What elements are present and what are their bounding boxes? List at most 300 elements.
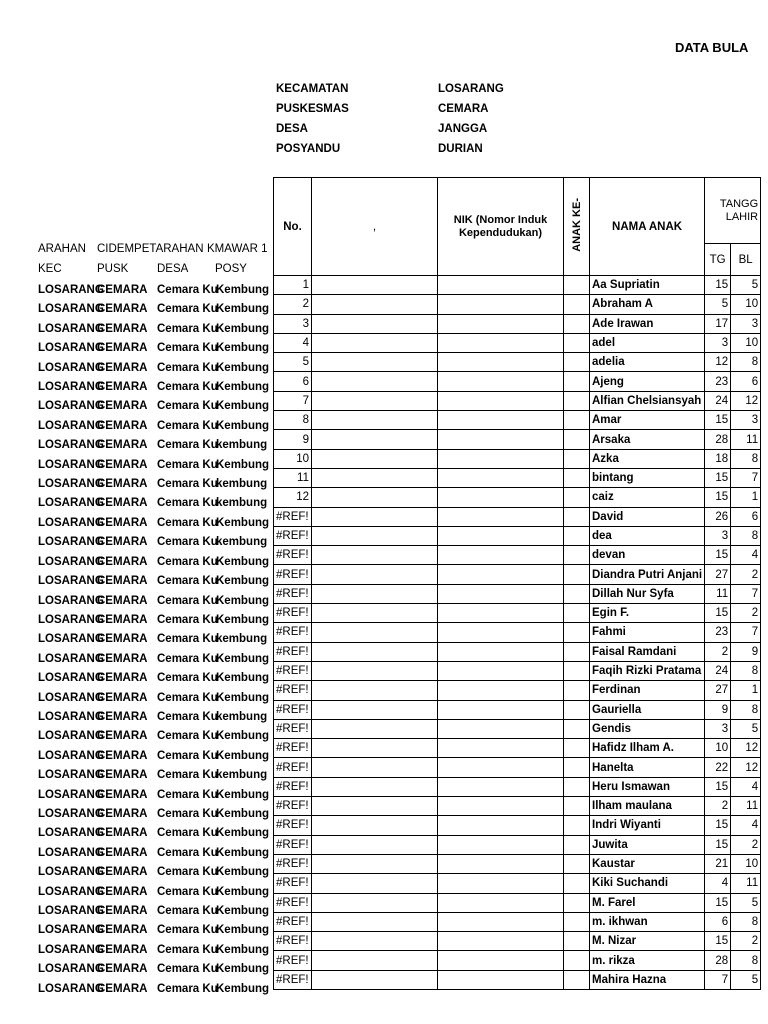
table-row bbox=[274, 874, 761, 893]
cell-nik bbox=[438, 777, 564, 796]
left-cell-desa: Cemara Ku bbox=[157, 924, 218, 937]
cell-no: 2 bbox=[274, 295, 312, 314]
cell-nama: adelia bbox=[590, 353, 705, 372]
left-cell-pusk: CEMARA bbox=[97, 769, 148, 782]
left-cell-desa: Cemara Ku bbox=[157, 827, 218, 840]
cell-blank bbox=[312, 797, 438, 816]
cell-no: #REF! bbox=[274, 700, 312, 719]
cell-nama: Dillah Nur Syfa bbox=[590, 584, 705, 603]
table-row bbox=[274, 276, 761, 295]
table-row bbox=[274, 468, 761, 487]
left-cell-posy: kembung bbox=[216, 497, 268, 510]
cell-anak-ke bbox=[564, 449, 590, 468]
cell-no: 1 bbox=[274, 276, 312, 295]
cell-blank bbox=[312, 391, 438, 410]
cell-nama: Ade Irawan bbox=[590, 314, 705, 333]
left-cell-kec: LOSARANG bbox=[38, 284, 104, 296]
left-cell-desa: Cemara Ku bbox=[157, 342, 218, 355]
table-row bbox=[274, 797, 761, 816]
cell-nama: David bbox=[590, 507, 705, 526]
left-cell-posy: Kembung bbox=[216, 672, 270, 685]
cell-blank bbox=[312, 546, 438, 565]
cell-blank bbox=[312, 758, 438, 777]
cell-bl: 10 bbox=[731, 333, 761, 352]
left-cell-kec: LOSARANG bbox=[38, 361, 104, 374]
table-row bbox=[274, 430, 761, 449]
left-cell-desa: Cemara Ku bbox=[157, 749, 218, 762]
cell-tg: 15 bbox=[705, 468, 731, 487]
cell-anak-ke bbox=[564, 333, 590, 352]
cell-blank bbox=[312, 854, 438, 873]
cell-anak-ke bbox=[564, 488, 590, 507]
cell-no: #REF! bbox=[274, 507, 312, 526]
left-cell-desa: Cemara Ku bbox=[157, 943, 218, 956]
left-cell-posy: Kembung bbox=[216, 303, 270, 316]
left-cell-posy: kembung bbox=[216, 633, 268, 646]
cell-bl: 1 bbox=[731, 488, 761, 507]
cell-bl: 12 bbox=[731, 739, 761, 758]
cell-tg: 15 bbox=[705, 488, 731, 507]
cell-anak-ke bbox=[564, 893, 590, 912]
cell-nik bbox=[438, 411, 564, 430]
cell-no: #REF! bbox=[274, 739, 312, 758]
left-cell-posy: kembung bbox=[216, 710, 268, 723]
cell-nik bbox=[438, 276, 564, 295]
cell-nik bbox=[438, 681, 564, 700]
cell-nama: Kaustar bbox=[590, 854, 705, 873]
left-cell-desa: Cemara Ku bbox=[157, 381, 218, 394]
cell-nama: M. Nizar bbox=[590, 932, 705, 951]
left-cell-kec: LOSARANG bbox=[38, 381, 104, 394]
cell-nama: Gauriella bbox=[590, 700, 705, 719]
left-cell-desa: Cemara Ku bbox=[157, 846, 218, 859]
cell-tg: 11 bbox=[705, 584, 731, 603]
cell-tg: 9 bbox=[705, 700, 731, 719]
cell-nik bbox=[438, 546, 564, 565]
cell-blank bbox=[312, 719, 438, 738]
left-header-desa: DESA bbox=[157, 263, 189, 275]
left-cell-desa: Cemara Ku bbox=[157, 322, 218, 335]
left-cell-desa: Cemara Ku bbox=[157, 633, 218, 646]
cell-blank bbox=[312, 835, 438, 854]
cell-no: #REF! bbox=[274, 797, 312, 816]
cell-anak-ke bbox=[564, 276, 590, 295]
cell-no: #REF! bbox=[274, 719, 312, 738]
left-cell-kec: LOSARANG bbox=[38, 536, 104, 549]
cell-blank bbox=[312, 912, 438, 931]
cell-no: 11 bbox=[274, 468, 312, 487]
cell-nik bbox=[438, 314, 564, 333]
left-cell-kec: LOSARANG bbox=[38, 905, 104, 917]
header-tanggal-lahir: TANGG LAHIR bbox=[705, 178, 761, 244]
left-cell-desa: Cemara Ku bbox=[157, 769, 218, 782]
cell-blank bbox=[312, 488, 438, 507]
left-cell-posy: kembung bbox=[216, 536, 268, 549]
cell-tg: 2 bbox=[705, 797, 731, 816]
left-cell-desa: Cemara Ku bbox=[157, 555, 218, 568]
cell-nama: Heru Ismawan bbox=[590, 777, 705, 796]
cell-nama: M. Farel bbox=[590, 893, 705, 912]
left-cell-desa: Cemara Ku bbox=[157, 866, 218, 879]
cell-nama: Arsaka bbox=[590, 430, 705, 449]
cell-bl: 2 bbox=[731, 565, 761, 584]
table-row bbox=[274, 912, 761, 931]
cell-anak-ke bbox=[564, 430, 590, 449]
left-cell-desa: Cemara Ku bbox=[157, 672, 218, 685]
label-kecamatan: KECAMATAN bbox=[276, 83, 349, 95]
cell-bl: 2 bbox=[731, 932, 761, 951]
cell-bl: 8 bbox=[731, 700, 761, 719]
cell-no: #REF! bbox=[274, 584, 312, 603]
left-cell-kec: LOSARANG bbox=[38, 846, 104, 859]
cell-blank bbox=[312, 970, 438, 989]
left-cell-desa: Cemara Ku bbox=[157, 963, 218, 976]
cell-tg: 15 bbox=[705, 835, 731, 854]
cell-tg: 15 bbox=[705, 604, 731, 623]
cell-nik bbox=[438, 797, 564, 816]
left-cell-posy: Kembung bbox=[216, 924, 270, 937]
left-cell-kec: LOSARANG bbox=[38, 439, 104, 452]
cell-anak-ke bbox=[564, 700, 590, 719]
table-row bbox=[274, 565, 761, 584]
cell-anak-ke bbox=[564, 353, 590, 372]
header-comma: , bbox=[312, 178, 438, 276]
cell-tg: 22 bbox=[705, 758, 731, 777]
left-cell-posy: Kembung bbox=[216, 827, 270, 840]
cell-tg: 21 bbox=[705, 854, 731, 873]
cell-bl: 7 bbox=[731, 623, 761, 642]
cell-nik bbox=[438, 893, 564, 912]
cell-anak-ke bbox=[564, 835, 590, 854]
left-cell-desa: Cemara Ku bbox=[157, 982, 218, 995]
cell-tg: 15 bbox=[705, 411, 731, 430]
left-cell-posy: Kembung bbox=[216, 691, 270, 704]
cell-nik bbox=[438, 353, 564, 372]
cell-bl: 3 bbox=[731, 314, 761, 333]
left-header-arahan: ARAHAN bbox=[38, 243, 86, 255]
cell-tg: 10 bbox=[705, 739, 731, 758]
left-cell-desa: Cemara Ku bbox=[157, 710, 218, 723]
left-cell-desa: Cemara Ku bbox=[157, 885, 218, 898]
cell-tg: 4 bbox=[705, 874, 731, 893]
cell-bl: 11 bbox=[731, 874, 761, 893]
left-cell-pusk: CEMARA bbox=[97, 924, 148, 937]
table-row bbox=[274, 295, 761, 314]
left-cell-posy: Kembung bbox=[216, 807, 270, 820]
cell-no: #REF! bbox=[274, 623, 312, 642]
cell-bl: 8 bbox=[731, 526, 761, 545]
left-cell-desa: Cemara Ku bbox=[157, 400, 218, 413]
table-row bbox=[274, 681, 761, 700]
left-cell-desa: Cemara Ku bbox=[157, 652, 218, 665]
left-cell-posy: Kembung bbox=[216, 963, 270, 976]
info-values bbox=[438, 79, 504, 159]
cell-nama: Fahmi bbox=[590, 623, 705, 642]
cell-blank bbox=[312, 623, 438, 642]
left-cell-kec: LOSARANG bbox=[38, 866, 104, 879]
cell-no: 9 bbox=[274, 430, 312, 449]
cell-bl: 11 bbox=[731, 430, 761, 449]
cell-tg: 28 bbox=[705, 430, 731, 449]
left-cell-kec: LOSARANG bbox=[38, 613, 104, 626]
left-cell-desa: Cemara Ku bbox=[157, 439, 218, 452]
left-cell-posy: Kembung bbox=[216, 613, 270, 626]
left-cell-posy: Kembung bbox=[216, 400, 270, 413]
table-row bbox=[274, 411, 761, 430]
left-cell-desa: Cemara Ku bbox=[157, 613, 218, 626]
cell-bl: 8 bbox=[731, 449, 761, 468]
left-cell-posy: Kembung bbox=[216, 516, 270, 529]
left-cell-pusk: CEMARA bbox=[97, 943, 148, 956]
left-cell-posy: Kembung bbox=[216, 846, 270, 859]
cell-anak-ke bbox=[564, 816, 590, 835]
cell-no: 3 bbox=[274, 314, 312, 333]
left-cell-pusk: CEMARA bbox=[97, 284, 148, 296]
left-cell-posy: Kembung bbox=[216, 284, 270, 296]
cell-bl: 8 bbox=[731, 353, 761, 372]
left-cell-pusk: CEMARA bbox=[97, 807, 148, 820]
left-cell-posy: Kembung bbox=[216, 458, 270, 471]
cell-no: #REF! bbox=[274, 681, 312, 700]
cell-no: #REF! bbox=[274, 951, 312, 970]
cell-blank bbox=[312, 700, 438, 719]
left-cell-desa: Cemara Ku bbox=[157, 575, 218, 588]
cell-anak-ke bbox=[564, 874, 590, 893]
table-row bbox=[274, 854, 761, 873]
cell-bl: 10 bbox=[731, 854, 761, 873]
cell-anak-ke bbox=[564, 951, 590, 970]
left-cell-pusk: CEMARA bbox=[97, 303, 148, 316]
left-cell-pusk: CEMARA bbox=[97, 652, 148, 665]
cell-no: 6 bbox=[274, 372, 312, 391]
left-cell-pusk: CEMARA bbox=[97, 361, 148, 374]
left-cell-posy: Kembung bbox=[216, 594, 270, 607]
cell-nik bbox=[438, 874, 564, 893]
table-row bbox=[274, 719, 761, 738]
cell-blank bbox=[312, 893, 438, 912]
cell-nik bbox=[438, 333, 564, 352]
left-cell-kec: LOSARANG bbox=[38, 633, 104, 646]
cell-nama: Azka bbox=[590, 449, 705, 468]
cell-tg: 27 bbox=[705, 681, 731, 700]
cell-blank bbox=[312, 411, 438, 430]
left-cell-posy: kembung bbox=[216, 769, 268, 782]
left-cell-posy: Kembung bbox=[216, 575, 270, 588]
cell-bl: 2 bbox=[731, 835, 761, 854]
cell-anak-ke bbox=[564, 565, 590, 584]
cell-bl: 4 bbox=[731, 816, 761, 835]
table-row bbox=[274, 642, 761, 661]
left-cell-kec: LOSARANG bbox=[38, 885, 104, 898]
left-cell-pusk: CEMARA bbox=[97, 516, 148, 529]
cell-blank bbox=[312, 507, 438, 526]
cell-anak-ke bbox=[564, 758, 590, 777]
cell-bl: 12 bbox=[731, 391, 761, 410]
left-cell-kec: LOSARANG bbox=[38, 827, 104, 840]
left-cell-posy: Kembung bbox=[216, 652, 270, 665]
cell-no: 5 bbox=[274, 353, 312, 372]
cell-blank bbox=[312, 816, 438, 835]
left-cell-kec: LOSARANG bbox=[38, 749, 104, 762]
left-cell-kec: LOSARANG bbox=[38, 342, 104, 355]
cell-blank bbox=[312, 777, 438, 796]
left-cell-kec: LOSARANG bbox=[38, 943, 104, 956]
cell-nama: Diandra Putri Anjani bbox=[590, 565, 705, 584]
left-cell-desa: Cemara Ku bbox=[157, 536, 218, 549]
left-cell-kec: LOSARANG bbox=[38, 924, 104, 937]
cell-nama: caiz bbox=[590, 488, 705, 507]
cell-bl: 6 bbox=[731, 372, 761, 391]
left-cell-desa: Cemara Ku bbox=[157, 807, 218, 820]
cell-tg: 15 bbox=[705, 777, 731, 796]
cell-blank bbox=[312, 661, 438, 680]
cell-tg: 23 bbox=[705, 623, 731, 642]
left-cell-posy: Kembung bbox=[216, 322, 270, 335]
table-row bbox=[274, 372, 761, 391]
cell-nik bbox=[438, 758, 564, 777]
cell-blank bbox=[312, 951, 438, 970]
cell-anak-ke bbox=[564, 604, 590, 623]
cell-anak-ke bbox=[564, 932, 590, 951]
header-nama-anak: NAMA ANAK bbox=[590, 178, 705, 276]
cell-no: 12 bbox=[274, 488, 312, 507]
left-cell-pusk: CEMARA bbox=[97, 710, 148, 723]
table-row bbox=[274, 584, 761, 603]
cell-nama: Amar bbox=[590, 411, 705, 430]
cell-nik bbox=[438, 391, 564, 410]
left-cell-posy: Kembung bbox=[216, 749, 270, 762]
left-cell-desa: Cemara Ku bbox=[157, 419, 218, 432]
left-cell-kec: LOSARANG bbox=[38, 458, 104, 471]
table-row bbox=[274, 333, 761, 352]
cell-no: #REF! bbox=[274, 970, 312, 989]
cell-blank bbox=[312, 604, 438, 623]
cell-nama: Faqih Rizki Pratama bbox=[590, 661, 705, 680]
cell-nama: Gendis bbox=[590, 719, 705, 738]
cell-tg: 23 bbox=[705, 372, 731, 391]
cell-blank bbox=[312, 565, 438, 584]
cell-nik bbox=[438, 912, 564, 931]
table-row bbox=[274, 507, 761, 526]
left-cell-pusk: CEMARA bbox=[97, 322, 148, 335]
table-row bbox=[274, 526, 761, 545]
cell-tg: 7 bbox=[705, 970, 731, 989]
cell-nama: Egin F. bbox=[590, 604, 705, 623]
cell-bl: 11 bbox=[731, 797, 761, 816]
table-row bbox=[274, 835, 761, 854]
cell-nik bbox=[438, 661, 564, 680]
left-cell-pusk: CEMARA bbox=[97, 478, 148, 491]
left-cell-pusk: CEMARA bbox=[97, 885, 148, 898]
cell-no: #REF! bbox=[274, 526, 312, 545]
cell-nik bbox=[438, 584, 564, 603]
cell-nik bbox=[438, 970, 564, 989]
cell-bl: 7 bbox=[731, 468, 761, 487]
left-cell-posy: Kembung bbox=[216, 555, 270, 568]
left-cell-kec: LOSARANG bbox=[38, 303, 104, 316]
header-anak-ke bbox=[564, 178, 590, 276]
cell-bl: 4 bbox=[731, 777, 761, 796]
left-cell-pusk: CEMARA bbox=[97, 536, 148, 549]
table-row bbox=[274, 739, 761, 758]
left-cell-kec: LOSARANG bbox=[38, 691, 104, 704]
cell-nama: adel bbox=[590, 333, 705, 352]
table-row bbox=[274, 700, 761, 719]
cell-tg: 15 bbox=[705, 893, 731, 912]
left-cell-kec: LOSARANG bbox=[38, 555, 104, 568]
cell-tg: 15 bbox=[705, 276, 731, 295]
cell-anak-ke bbox=[564, 391, 590, 410]
cell-anak-ke bbox=[564, 797, 590, 816]
cell-anak-ke bbox=[564, 623, 590, 642]
table-row bbox=[274, 932, 761, 951]
left-cell-kec: LOSARANG bbox=[38, 322, 104, 335]
cell-nama: Ilham maulana bbox=[590, 797, 705, 816]
left-cell-posy: kembung bbox=[216, 478, 268, 491]
left-cell-pusk: CEMARA bbox=[97, 691, 148, 704]
left-cell-desa: Cemara Ku bbox=[157, 361, 218, 374]
left-cell-desa: Cemara Ku bbox=[157, 458, 218, 471]
cell-anak-ke bbox=[564, 314, 590, 333]
cell-nama: Ajeng bbox=[590, 372, 705, 391]
cell-blank bbox=[312, 468, 438, 487]
left-cell-posy: Kembung bbox=[216, 788, 270, 801]
left-cell-pusk: CEMARA bbox=[97, 866, 148, 879]
cell-no: #REF! bbox=[274, 816, 312, 835]
left-cell-pusk: CEMARA bbox=[97, 633, 148, 646]
cell-tg: 27 bbox=[705, 565, 731, 584]
table-row bbox=[274, 314, 761, 333]
left-cell-kec: LOSARANG bbox=[38, 982, 104, 995]
cell-nama: Alfian Chelsiansyah bbox=[590, 391, 705, 410]
cell-no: 8 bbox=[274, 411, 312, 430]
left-cell-kec: LOSARANG bbox=[38, 807, 104, 820]
cell-nama: Hafidz Ilham A. bbox=[590, 739, 705, 758]
cell-tg: 15 bbox=[705, 932, 731, 951]
cell-anak-ke bbox=[564, 719, 590, 738]
cell-nama: Mahira Hazna bbox=[590, 970, 705, 989]
left-cell-desa: Cemara Ku bbox=[157, 730, 218, 743]
cell-blank bbox=[312, 372, 438, 391]
cell-nik bbox=[438, 932, 564, 951]
cell-nik bbox=[438, 951, 564, 970]
left-cell-kec: LOSARANG bbox=[38, 575, 104, 588]
cell-bl: 8 bbox=[731, 951, 761, 970]
cell-bl: 8 bbox=[731, 912, 761, 931]
table-row bbox=[274, 391, 761, 410]
cell-nama: Juwita bbox=[590, 835, 705, 854]
left-cell-posy: Kembung bbox=[216, 885, 270, 898]
left-cell-posy: Kembung bbox=[216, 419, 270, 432]
cell-nama: Kiki Suchandi bbox=[590, 874, 705, 893]
cell-nik bbox=[438, 835, 564, 854]
left-cell-desa: Cemara Ku bbox=[157, 516, 218, 529]
table-row bbox=[274, 353, 761, 372]
label-desa: DESA bbox=[276, 123, 308, 135]
cell-nik bbox=[438, 488, 564, 507]
cell-no: 4 bbox=[274, 333, 312, 352]
header-nik: NIK (Nomor Induk Kependudukan) bbox=[438, 178, 564, 276]
cell-no: #REF! bbox=[274, 854, 312, 873]
table-row bbox=[274, 970, 761, 989]
left-cell-posy: Kembung bbox=[216, 982, 270, 995]
left-cell-pusk: CEMARA bbox=[97, 672, 148, 685]
cell-no: #REF! bbox=[274, 777, 312, 796]
cell-bl: 3 bbox=[731, 411, 761, 430]
cell-nik bbox=[438, 739, 564, 758]
table-row bbox=[274, 488, 761, 507]
cell-bl: 5 bbox=[731, 719, 761, 738]
